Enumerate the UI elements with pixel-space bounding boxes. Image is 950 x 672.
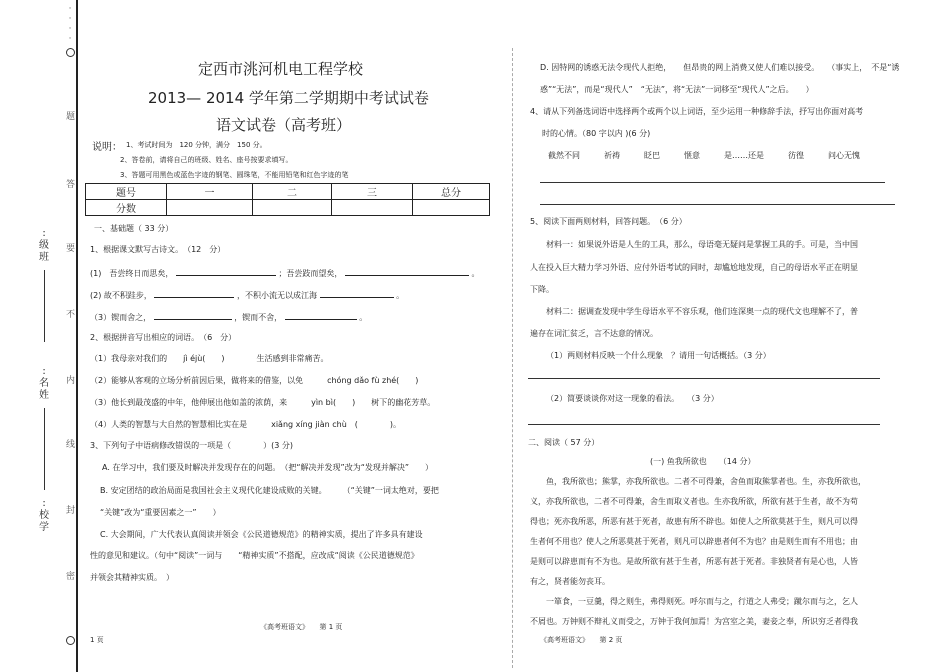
q1-2-text-c: 。 — [396, 291, 405, 300]
binding-mark-7 — [66, 506, 74, 516]
answer-blank[interactable] — [154, 288, 234, 298]
name-label-text: 名 姓 — [39, 378, 49, 401]
passage-line-5: 是则可以辟患而有不为也。是故所欲有甚于生者，所恶有甚于死者。非独贤者有是心也，人皆 — [530, 557, 858, 566]
q1-2-text-a: (2) 故不积跬步， — [90, 291, 152, 300]
passage-line-7: 一箪食，一豆羹，得之则生，弗得则死。呼尔而与之，行道之人弗受；蹴尔而与之，乞人 — [546, 597, 858, 606]
class-label-text: 级 班 — [39, 240, 49, 263]
q2-item-3: （3）他长到最茂盛的中年，他伸展出他如盖的浓荫，来 yìn bì( ) 树下的幽花芳草。 — [90, 398, 436, 407]
q4-word: 彷徨 — [788, 151, 804, 160]
score-cell: 二 — [253, 184, 332, 200]
score-input-cell[interactable] — [253, 200, 332, 216]
q4-word: 眨巴 — [644, 151, 660, 160]
page-divider — [512, 48, 514, 668]
material-1-line-1: 材料一：如果说外语是人生的工具，那么，母语毫无疑问是掌握工具的手。可是，当中国 — [546, 240, 858, 249]
binding-mark-text: 线 — [66, 440, 76, 450]
left-footer: 《高考班语文》 第 1 页 — [260, 623, 343, 631]
question-4-line-1: 4、请从下列备选词语中选择两个或两个以上词语，至少运用一种修辞手法，抒写出你面对高考 — [530, 107, 864, 116]
score-table-score-row — [86, 200, 490, 216]
answer-blank[interactable] — [154, 310, 232, 320]
q1-3-text-a: （3）锲而舍之， — [90, 313, 152, 322]
q3-option-b-2: “关键”改为“重要因素之一” ） — [100, 508, 221, 517]
question-3: 3、下列句子中语病修改错误的一项是（ ）(3 分) — [90, 441, 293, 450]
binding-hole-top — [66, 48, 75, 57]
q3-option-c-1: C. 大会期间，广大代表认真阅读并领会《公民道德规范》的精神实质，提出了许多具有建设 — [100, 530, 423, 539]
q1-line-1 — [90, 266, 480, 279]
note-1: 1、考试时间为 120 分钟，满分 150 分。 — [126, 141, 267, 149]
binding-hole-bottom — [66, 636, 75, 645]
school-label-text: 校 学 — [39, 510, 49, 533]
q1-1-text-b: ；吾尝跂而望矣， — [278, 269, 343, 278]
q5-1-answer-line[interactable] — [528, 378, 880, 379]
q1-1-text-c: 。 — [471, 269, 480, 278]
name-field-line[interactable] — [44, 408, 45, 490]
score-input-cell[interactable] — [413, 200, 490, 216]
answer-blank[interactable] — [176, 266, 276, 276]
q3-option-c-3: 并领会其精神实质。 ） — [90, 573, 174, 582]
q4-word: 祈祷 — [604, 151, 620, 160]
q4-word: 问心无愧 — [828, 151, 860, 160]
q3-option-c-2: 性的意见和建议。（句中“阅读”一词与 “精神实质”不搭配，应改成“阅读《公民道德规范》 — [90, 551, 419, 560]
binding-mark-text: 答 — [66, 180, 76, 190]
score-cell: 三 — [332, 184, 413, 200]
passage-line-6: 有之，贤者能勿丧耳。 — [530, 577, 610, 586]
q2-item-1: （1）我母亲对我们的 jì éjù( ) 生活感到非常痛苦。 — [90, 354, 329, 363]
binding-mark-3 — [66, 244, 74, 254]
name-label — [38, 366, 50, 402]
q1-3-text-b: ，锲而不舍， — [234, 313, 283, 322]
binding-mark-5 — [66, 376, 74, 386]
q4-answer-line-2[interactable] — [540, 204, 895, 205]
subject-title: 语文试卷（高考班） — [216, 116, 352, 134]
answer-blank[interactable] — [285, 310, 357, 320]
q3-option-a: A. 在学习中，我们要及时解决并发现存在的问题。 （把“解决并发现”改为“发现并解决” ） — [102, 463, 433, 472]
colon: : — [42, 498, 46, 509]
q1-3-text-c: 。 — [359, 313, 368, 322]
binding-mark-text: 密 — [66, 572, 76, 582]
q5-sub-2: （2）简要谈谈你对这一现象的看法。 （3 分） — [546, 394, 719, 403]
passage-line-3: 得也；死亦我所恶，所恶有甚于死者，故患有所不辟也。如使人之所欲莫甚于生，则凡可以得 — [530, 517, 858, 526]
q1-line-3 — [90, 310, 367, 323]
binding-mark-1 — [66, 112, 74, 122]
class-field-line[interactable] — [44, 270, 45, 342]
q5-2-answer-line[interactable] — [528, 424, 880, 425]
binding-mark-text: 题 — [66, 112, 76, 122]
material-2-line-1: 材料二：据调查发现中学生母语水平不容乐观，他们连深奥一点的现代文也理解不了，普 — [546, 307, 858, 316]
q2-item-2: （2）能够从客观的立场分析前因后果，做将来的借鉴，以免 chóng dǎo fù zhé( ) — [90, 376, 419, 385]
q1-1-text-a: (1) 吾尝终日而思矣， — [90, 269, 174, 278]
passage-line-2: 义，亦我所欲也，二者不可得兼，舍生而取义者也。生亦我所欲，所欲有甚于生者，故不为苟 — [530, 497, 858, 506]
passage-title: (一) 鱼我所欲也 （14 分） — [650, 457, 756, 466]
note-2: 2、答卷前，请将自己的班级、姓名、座号按要求填写。 — [120, 156, 293, 164]
q1-2-text-b: ，不积小流无以成江海 — [236, 291, 317, 300]
left-page-number: 1 页 — [90, 636, 104, 644]
binding-mark-8 — [66, 572, 74, 582]
binding-mark-6 — [66, 440, 74, 450]
note-3: 3、答题可用黑色或蓝色字迹的钢笔、圆珠笔，不能用铅笔和红色字迹的笔 — [120, 171, 349, 179]
school-label — [38, 498, 50, 534]
score-table — [85, 183, 490, 216]
school-title: 定西市洮河机电工程学校 — [198, 60, 364, 78]
question-5: 5、阅读下面两则材料，回答问题。 （6 分） — [530, 217, 687, 226]
binding-mark-4 — [66, 310, 74, 320]
q5-sub-1: （1）两则材料反映一个什么现象 ？请用一句话概括。（3 分） — [546, 351, 771, 360]
section-2-heading: 二、阅读（ 57 分） — [528, 438, 600, 447]
binding-mark-text: 要 — [66, 244, 76, 254]
class-label — [38, 228, 50, 264]
colon: : — [42, 228, 46, 239]
passage-line-4: 生者何不用也？使人之所恶莫甚于死者，则凡可以辟患者何不为也？由是则生而有不用也；由 — [530, 537, 858, 546]
material-1-line-2: 人在投入巨大精力学习外语、应付外语考试的同时，却尴尬地发现，自己的母语水平正在明显 — [530, 263, 858, 272]
q1-line-2 — [90, 288, 404, 301]
binding-rule — [76, 0, 78, 672]
q3-option-d-1: D. 因特网的诱惑无法令现代人拒绝， 但昂贵的网上消费又使人们难以接受。 （事实上， 不是“诱 — [540, 63, 900, 72]
answer-blank[interactable] — [320, 288, 394, 298]
score-cell: 总分 — [413, 184, 490, 200]
score-cell: 题号 — [86, 184, 167, 200]
binding-dots: · · · · — [68, 4, 72, 44]
q4-answer-line-1[interactable] — [540, 182, 885, 183]
score-input-cell[interactable] — [167, 200, 253, 216]
notes-label: 说明： — [92, 142, 122, 153]
question-1: 1、根据课文默写古诗文。 （12 分） — [90, 245, 226, 254]
q3-option-b-1: B. 安定团结的政治局面是我国社会主义现代化建设成败的关键。 （“关键”一词太绝对，要把 — [100, 486, 439, 495]
answer-blank[interactable] — [345, 266, 469, 276]
binding-mark-text: 封 — [66, 506, 76, 516]
q4-word: 截然不同 — [548, 151, 580, 160]
material-1-line-3: 下降。 — [530, 285, 554, 294]
binding-mark-text: 内 — [66, 376, 76, 386]
material-2-line-2: 遍存在词汇贫乏，言不达意的情况。 — [530, 329, 658, 338]
right-footer: 《高考班语文》 第 2 页 — [540, 636, 623, 644]
score-input-cell[interactable] — [332, 200, 413, 216]
binding-mark-text: 不 — [66, 310, 76, 320]
section-1-heading: 一、基础题（ 33 分） — [94, 224, 174, 233]
binding-mark-2 — [66, 180, 74, 190]
score-cell: 一 — [167, 184, 253, 200]
q2-item-4: （4）人类的智慧与大自然的智慧相比实在是 xiǎng xíng jiàn chù ( )。 — [90, 420, 402, 429]
question-2: 2、根据拼音写出相应的词语。 （6 分） — [90, 333, 237, 342]
passage-line-8: 不屑也。万钟则不辩礼义而受之，万钟于我何加焉！为宫室之美，妻妾之奉，所识穷乏者得我 — [530, 617, 858, 626]
term-title: 2013— 2014 学年第二学期期中考试试卷 — [148, 89, 429, 107]
question-4-line-2: 时的心情。（80 字以内 )(6 分) — [542, 129, 651, 138]
q4-word-list — [548, 150, 860, 161]
score-table-header-row — [86, 184, 490, 200]
q3-option-d-2: 惑”“无法”，而是“现代人” “无法”，将“无法”一词移至“现代人”之后。 ） — [540, 85, 814, 94]
passage-line-1: 鱼，我所欲也；熊掌，亦我所欲也。二者不可得兼，舍鱼而取熊掌者也。生，亦我所欲也， — [546, 477, 866, 486]
q4-word: 是……还是 — [724, 151, 764, 160]
colon: : — [42, 366, 46, 377]
q4-word: 惬意 — [684, 151, 700, 160]
score-cell: 分数 — [86, 200, 167, 216]
